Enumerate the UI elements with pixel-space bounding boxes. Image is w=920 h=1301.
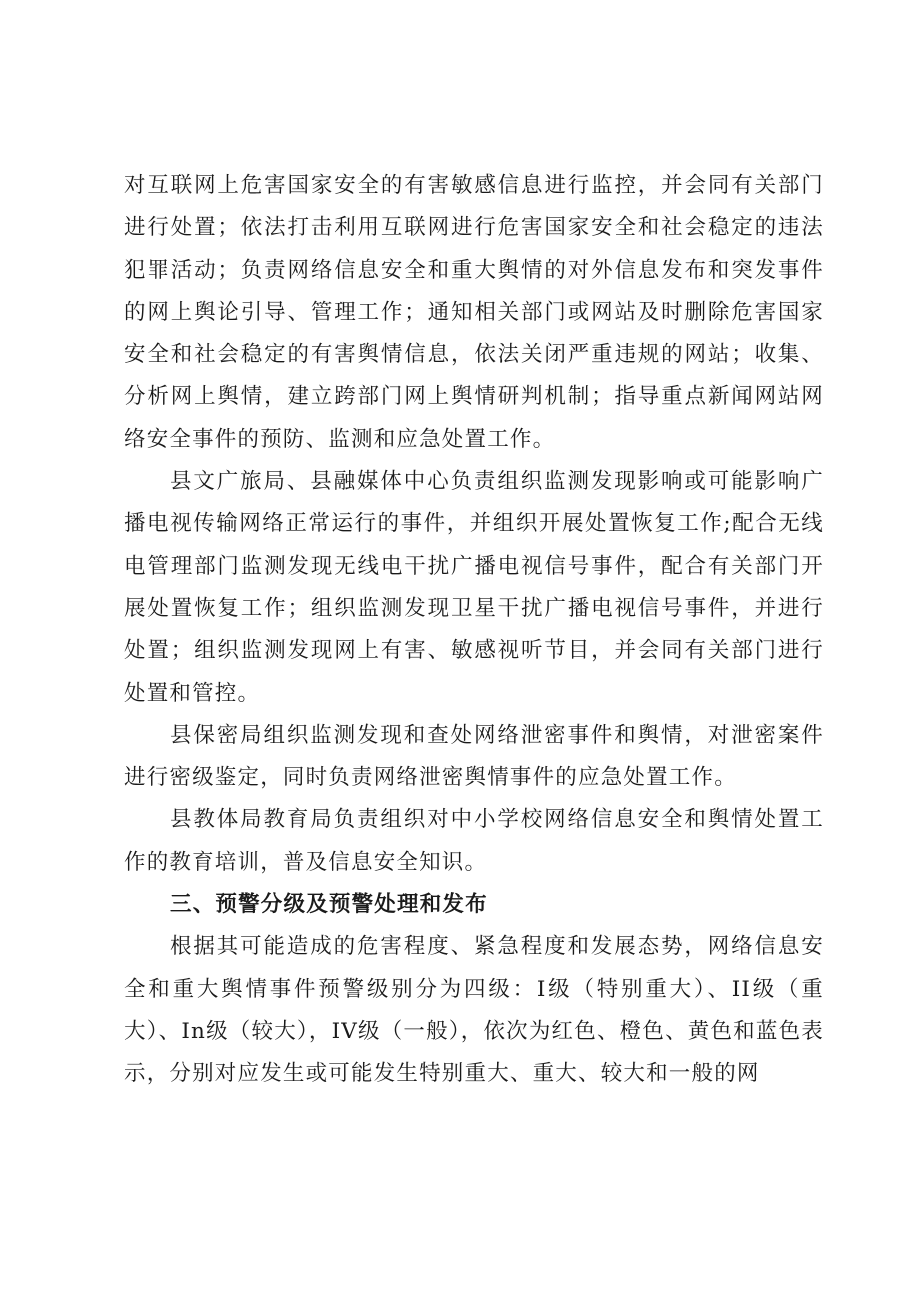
body-paragraph: 根据其可能造成的危害程度、紧急程度和发展态势，网络信息安全和重大舆情事件预警级别分为四级：I级（特别重大）、II级（重大）、In级（较大），IV级（一般），依次为红色、橙色、黄色和蓝色表示，分别对应发生或可能发生特别重大、重大、较大和一般的网	[124, 934, 824, 1087]
body-paragraph: 县保密局组织监测发现和查处网络泄密事件和舆情，对泄密案件进行密级鉴定，同时负责网络泄密舆情事件的应急处置工作。	[124, 722, 824, 791]
section-heading: 三、预警分级及预警处理和发布	[170, 892, 488, 918]
body-paragraph: 对互联网上危害国家安全的有害敏感信息进行监控，并会同有关部门进行处置；依法打击利用互联网进行危害国家安全和社会稳定的违法犯罪活动；负责网络信息安全和重大舆情的对外信息发布和突发事件的网上舆论引导、管理工作；通知相关部门或网站及时删除危害国家安全和社会稳定的有害舆情信息，依法关闭严重违规的网站；收集、分析网上舆情，建立跨部门网上舆情研判机制；指导重点新闻网站网络安全事件的预防、监测和应急处置工作。	[124, 173, 824, 452]
body-paragraph: 县教体局教育局负责组织对中小学校网络信息安全和舆情处置工作的教育培训，普及信息安全知识。	[124, 807, 824, 875]
document-body	[124, 165, 824, 1096]
body-paragraph: 县文广旅局、县融媒体中心负责组织监测发现影响或可能影响广播电视传输网络正常运行的事件，并组织开展处置恢复工作;配合无线电管理部门监测发现无线电干扰广播电视信号事件，配合有关部门开展处置恢复工作；组织监测发现卫星干扰广播电视信号事件，并进行处置；组织监测发现网上有害、敏感视听节目，并会同有关部门进行处置和管控。	[124, 469, 824, 706]
